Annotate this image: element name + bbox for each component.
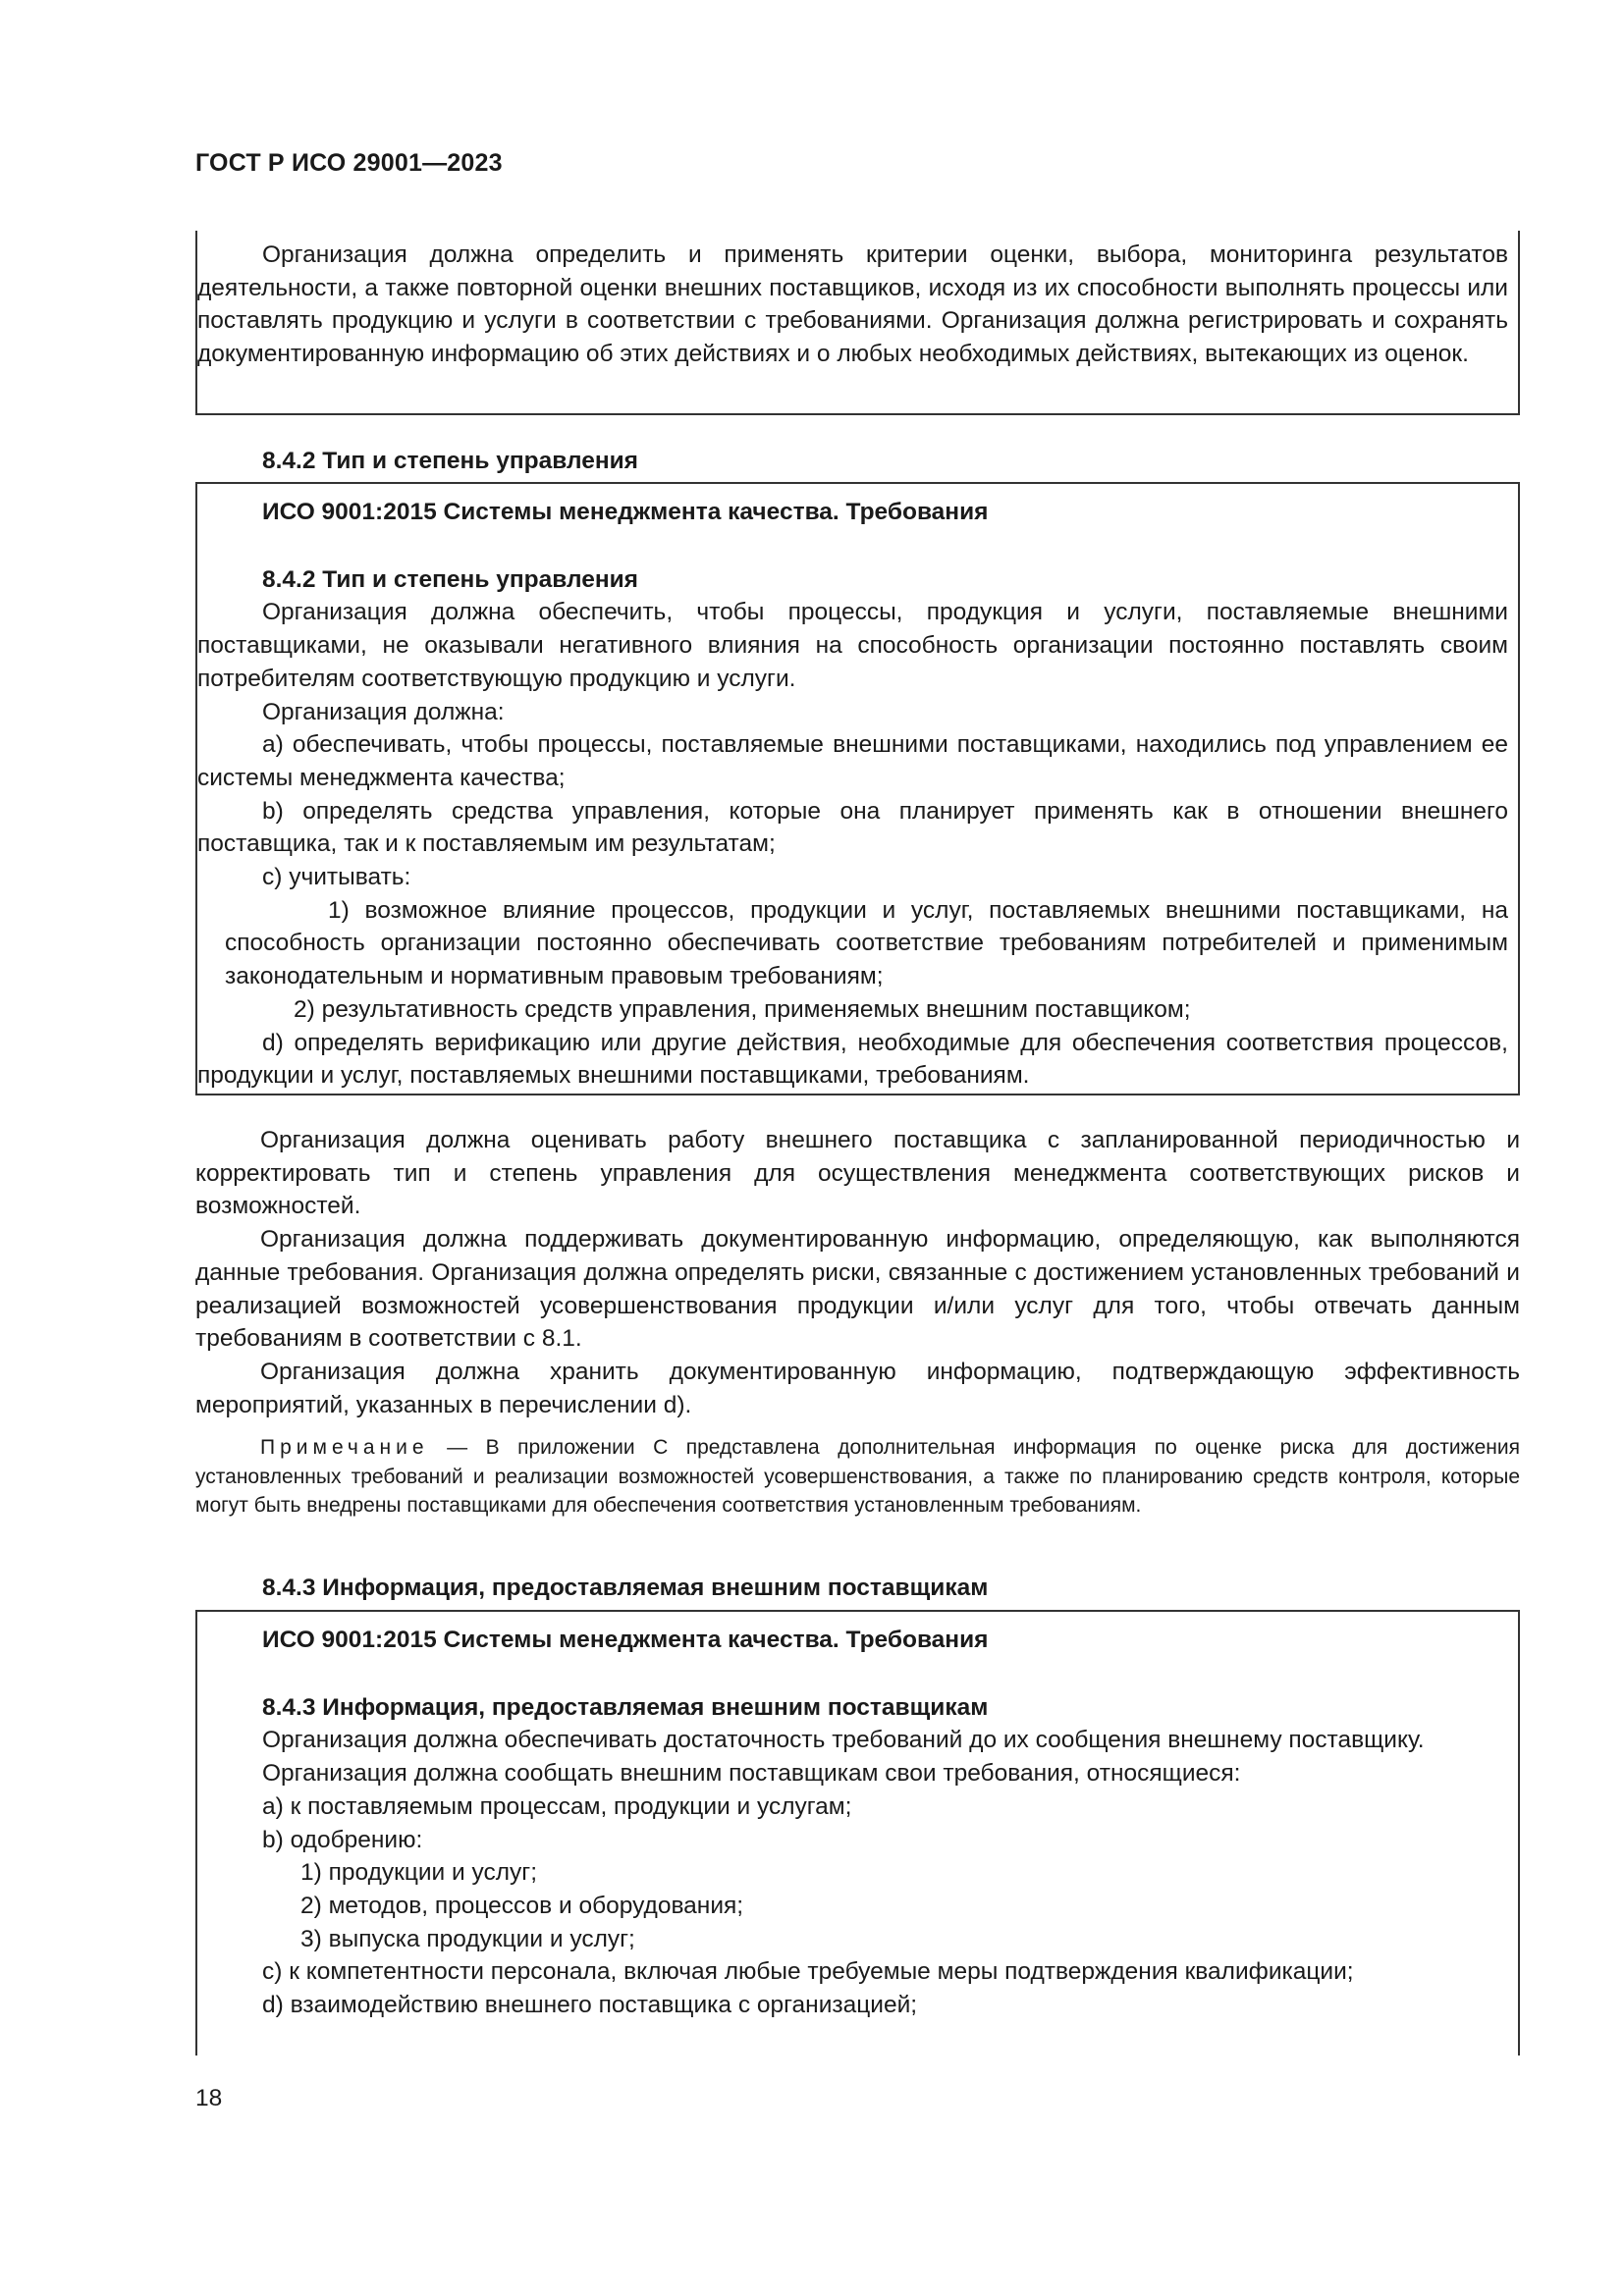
box-paragraph: Организация должна обеспечить, чтобы процессы, продукция и услуги, поставляемые внешними поставщиками, не оказывали негативного влияния на способность организации постоянно поставлять своим потребителям соответствующую продукцию и услуги. — [197, 599, 1508, 692]
iso-quote-box-continued — [195, 231, 1520, 415]
box-paragraph: Организация должна сообщать внешним поставщикам свои требования, относящиеся: — [262, 1760, 1241, 1788]
list-item: b) одобрению: — [262, 1826, 423, 1853]
list-item: c) к компетентности персонала, включая любые требуемые меры подтверждения квалификации; — [262, 1958, 1354, 1986]
box-paragraph: Организация должна: — [262, 698, 505, 725]
box-title: ИСО 9001:2015 Системы менеджмента качества. Требования — [262, 1627, 989, 1653]
list-item: 1) продукции и услуг; — [300, 1859, 538, 1887]
list-item: b) определять средства управления, которые она планирует применять как в отношении внешнего поставщика, так и к поставляемым им результатам; — [197, 797, 1508, 858]
list-item: 3) выпуска продукции и услуг; — [300, 1925, 635, 1952]
note-text: — В приложении С представлена дополнительная информация по оценке риска для достижения установленных требований и реализации возможностей усовершенствования, а также по планированию средств контроля, которые могут быть внедрены поставщиками для обеспечения соответствия установленным требованиям. — [195, 1436, 1520, 1518]
list-item: а) обеспечивать, чтобы процессы, поставляемые внешними поставщиками, находились под управлением ее системы менеджмента качества; — [197, 731, 1508, 791]
note — [195, 1433, 1520, 1521]
list-item: c) учитывать: — [262, 864, 411, 891]
body-paragraph: Организация должна оценивать работу внешнего поставщика с запланированной периодичностью и корректировать тип и степень управления для осуществления менеджмента соответствующих рисков и возможностей. — [195, 1127, 1520, 1220]
list-item: d) взаимодействию внешнего поставщика с организацией; — [262, 1992, 918, 2019]
box-subheading: 8.4.2 Тип и степень управления — [262, 565, 638, 593]
box-paragraph: Организация должна определить и применять критерии оценки, выбора, мониторинга результатов деятельности, а также повторной оценки внешних поставщиков, исходя из их способности выполнять процессы или поставлять продукцию и услуги в соответствии с требованиями. Организация должна регистрировать и сохранять документированную информацию об этих действиях и о любых необходимых действиях, вытекающих из оценок. — [197, 241, 1508, 368]
box-subheading: 8.4.3 Информация, предоставляемая внешним поставщикам — [262, 1693, 989, 1721]
body-text-842 — [195, 1124, 1520, 1521]
list-item: d) определять верификацию или другие действия, необходимые для обеспечения соответствия процессов, продукции и услуг, поставляемых внешними поставщиками, требованиям. — [197, 1029, 1508, 1090]
body-paragraph: Организация должна хранить документированную информацию, подтверждающую эффективность мероприятий, указанных в перечислении d). — [195, 1358, 1520, 1418]
iso-quote-box-843 — [195, 1610, 1520, 2056]
page-number: 18 — [195, 2085, 223, 2111]
iso-quote-box-842 — [195, 482, 1520, 1095]
document-code: ГОСТ Р ИСО 29001—2023 — [195, 149, 503, 177]
note-label: Примечание — [260, 1436, 429, 1460]
list-item: 1) возможное влияние процессов, продукции и услуг, поставляемых внешними поставщиками, на способность организации постоянно обеспечивать соответствие требованиям потребителей и применимым законодательным и нормативным правовым требованиям; — [225, 896, 1508, 990]
section-heading-843: 8.4.3 Информация, предоставляемая внешним поставщикам — [262, 1575, 989, 1601]
list-item: 2) результативность средств управления, применяемых внешним поставщиком; — [294, 995, 1191, 1023]
body-paragraph: Организация должна поддерживать документированную информацию, определяющую, как выполняются данные требования. Организация должна определять риски, связанные с достижением установленных требований и реализацией возможностей усовершенствования продукции и/или услуг для того, чтобы отвечать данным требованиям в соответствии с 8.1. — [195, 1226, 1520, 1353]
section-heading-842: 8.4.2 Тип и степень управления — [262, 448, 638, 474]
box-title: ИСО 9001:2015 Системы менеджмента качества. Требования — [262, 499, 989, 525]
list-item: 2) методов, процессов и оборудования; — [300, 1892, 744, 1919]
box-paragraph: Организация должна обеспечивать достаточность требований до их сообщения внешнему поставщику. — [262, 1727, 1425, 1754]
list-item: a) к поставляемым процессам, продукции и услугам; — [262, 1792, 852, 1820]
